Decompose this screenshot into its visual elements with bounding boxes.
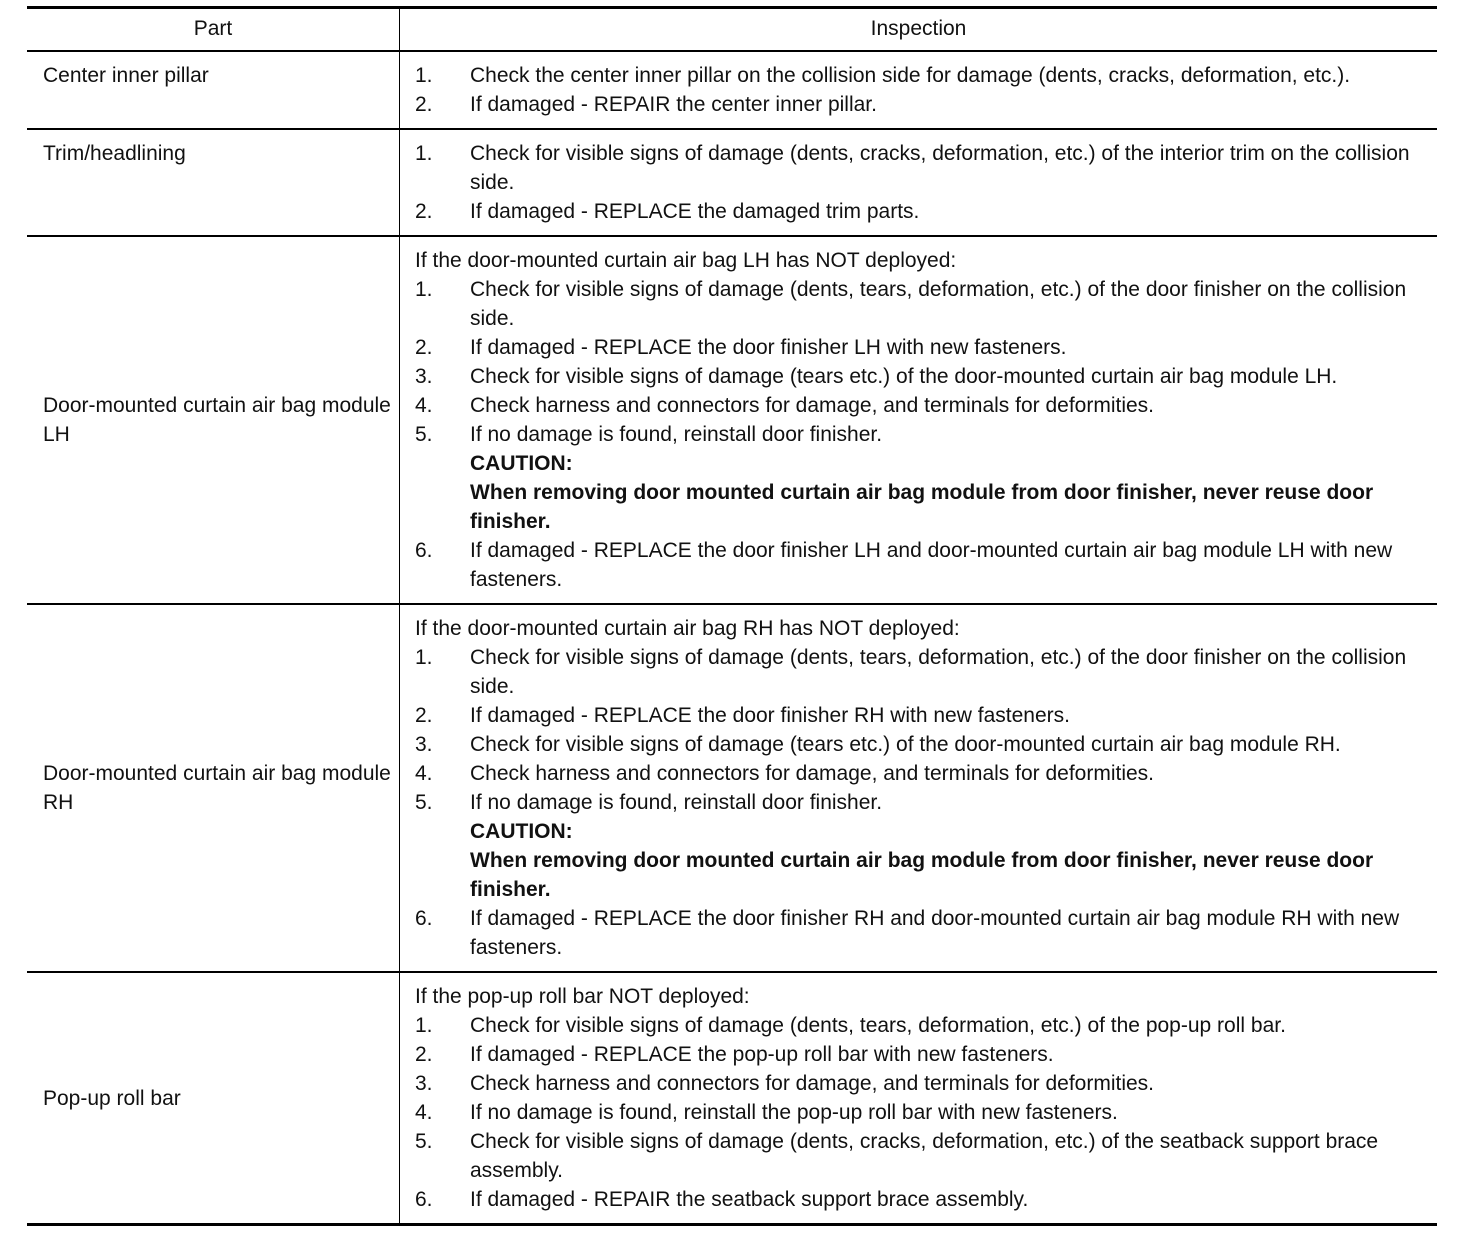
inspection-step bbox=[415, 391, 1431, 420]
step-text: Check for visible signs of damage (dents, cracks, deformation, etc.) of the interior trim on the collision side. bbox=[470, 142, 1410, 194]
part-name: Trim/headlining bbox=[43, 142, 186, 165]
step-number: 2. bbox=[415, 200, 433, 223]
inspection-step bbox=[415, 139, 1431, 197]
table-row bbox=[27, 130, 1437, 237]
caution-note bbox=[415, 817, 1431, 846]
step-number: 1. bbox=[415, 1014, 433, 1037]
inspection-step bbox=[415, 701, 1431, 730]
step-number: 5. bbox=[415, 1130, 433, 1153]
step-text: Check for visible signs of damage (dents, cracks, deformation, etc.) of the seatback support brace assembly. bbox=[470, 1130, 1379, 1182]
inspection-step bbox=[415, 1040, 1431, 1069]
step-text: Check harness and connectors for damage, and terminals for deformities. bbox=[470, 1072, 1155, 1095]
inspection-step bbox=[415, 759, 1431, 788]
inspection-step bbox=[415, 1185, 1431, 1214]
table-row bbox=[27, 605, 1437, 973]
inspection-step bbox=[415, 1127, 1431, 1185]
inspection-intro: If the door-mounted curtain air bag RH has NOT deployed: bbox=[415, 617, 960, 640]
inspection-cell bbox=[400, 973, 1437, 1223]
inspection-cell bbox=[400, 130, 1437, 235]
table-header bbox=[27, 9, 1437, 52]
inspection-step bbox=[415, 275, 1431, 333]
step-text: If damaged - REPLACE the damaged trim parts. bbox=[470, 200, 920, 223]
step-number: 6. bbox=[415, 907, 433, 930]
step-text: If no damage is found, reinstall the pop-up roll bar with new fasteners. bbox=[470, 1101, 1118, 1124]
step-number: 5. bbox=[415, 791, 433, 814]
step-number bbox=[415, 817, 470, 846]
step-number: 3. bbox=[415, 733, 433, 756]
inspection-step bbox=[415, 333, 1431, 362]
step-number bbox=[415, 478, 470, 536]
step-text: When removing door mounted curtain air bag module from door finisher, never reuse door finisher. bbox=[470, 481, 1374, 533]
inspection-table bbox=[27, 6, 1437, 1226]
step-number: 3. bbox=[415, 365, 433, 388]
inspection-step bbox=[415, 788, 1431, 817]
part-cell bbox=[27, 52, 400, 128]
step-text: If damaged - REPLACE the door finisher RH and door-mounted curtain air bag module RH with new fasteners. bbox=[470, 907, 1400, 959]
inspection-step bbox=[415, 61, 1431, 90]
part-cell bbox=[27, 237, 400, 603]
step-number: 2. bbox=[415, 704, 433, 727]
step-text: If damaged - REPAIR the center inner pillar. bbox=[470, 93, 877, 116]
step-number: 2. bbox=[415, 93, 433, 116]
step-text: If damaged - REPAIR the seatback support brace assembly. bbox=[470, 1188, 1029, 1211]
inspection-intro: If the pop-up roll bar NOT deployed: bbox=[415, 985, 750, 1008]
part-cell bbox=[27, 973, 400, 1223]
inspection-step bbox=[415, 904, 1431, 962]
inspection-cell bbox=[400, 52, 1437, 128]
inspection-cell bbox=[400, 237, 1437, 603]
step-text: If no damage is found, reinstall door finisher. bbox=[470, 791, 883, 814]
inspection-step bbox=[415, 1098, 1431, 1127]
inspection-step bbox=[415, 90, 1431, 119]
step-text: CAUTION: bbox=[470, 452, 573, 475]
inspection-step bbox=[415, 1069, 1431, 1098]
step-number: 1. bbox=[415, 646, 433, 669]
step-number: 2. bbox=[415, 1043, 433, 1066]
table-body bbox=[27, 52, 1437, 1223]
step-number: 1. bbox=[415, 278, 433, 301]
inspection-step bbox=[415, 197, 1431, 226]
step-number: 4. bbox=[415, 762, 433, 785]
step-number: 6. bbox=[415, 539, 433, 562]
part-cell bbox=[27, 605, 400, 971]
inspection-step bbox=[415, 730, 1431, 759]
inspection-step bbox=[415, 536, 1431, 594]
step-number: 3. bbox=[415, 1072, 433, 1095]
table-row bbox=[27, 973, 1437, 1223]
step-text: Check for visible signs of damage (dents, tears, deformation, etc.) of the door finisher on the collision side. bbox=[470, 278, 1407, 330]
step-text: If damaged - REPLACE the door finisher LH and door-mounted curtain air bag module LH with new fasteners. bbox=[470, 539, 1393, 591]
table-row bbox=[27, 237, 1437, 605]
step-text: Check harness and connectors for damage, and terminals for deformities. bbox=[470, 394, 1155, 417]
step-text: Check for visible signs of damage (tears etc.) of the door-mounted curtain air bag module LH. bbox=[470, 365, 1338, 388]
step-number: 1. bbox=[415, 142, 433, 165]
step-text: Check harness and connectors for damage, and terminals for deformities. bbox=[470, 762, 1155, 785]
inspection-step bbox=[415, 362, 1431, 391]
inspection-step bbox=[415, 420, 1431, 449]
part-name: Door-mounted curtain air bag module LH bbox=[43, 394, 391, 446]
inspection-step bbox=[415, 643, 1431, 701]
caution-note bbox=[415, 846, 1431, 904]
step-text: Check for visible signs of damage (dents, tears, deformation, etc.) of the pop-up roll bar. bbox=[470, 1014, 1286, 1037]
header-part: Part bbox=[27, 9, 400, 50]
inspection-cell bbox=[400, 605, 1437, 971]
step-text: If damaged - REPLACE the door finisher LH with new fasteners. bbox=[470, 336, 1067, 359]
step-text: If damaged - REPLACE the pop-up roll bar with new fasteners. bbox=[470, 1043, 1054, 1066]
part-cell bbox=[27, 130, 400, 235]
step-number bbox=[415, 449, 470, 478]
inspection-intro: If the door-mounted curtain air bag LH has NOT deployed: bbox=[415, 249, 957, 272]
table-row bbox=[27, 52, 1437, 130]
step-text: When removing door mounted curtain air bag module from door finisher, never reuse door finisher. bbox=[470, 849, 1374, 901]
part-name: Center inner pillar bbox=[43, 64, 209, 87]
step-text: Check for visible signs of damage (tears etc.) of the door-mounted curtain air bag module RH. bbox=[470, 733, 1341, 756]
step-number: 6. bbox=[415, 1188, 433, 1211]
step-number: 2. bbox=[415, 336, 433, 359]
step-text: Check the center inner pillar on the collision side for damage (dents, cracks, deformation, etc.). bbox=[470, 64, 1351, 87]
step-number: 5. bbox=[415, 423, 433, 446]
step-text: If no damage is found, reinstall door finisher. bbox=[470, 423, 883, 446]
step-text: CAUTION: bbox=[470, 820, 573, 843]
step-number bbox=[415, 846, 470, 904]
caution-note bbox=[415, 449, 1431, 478]
header-inspection: Inspection bbox=[870, 16, 967, 40]
caution-note bbox=[415, 478, 1431, 536]
inspection-step bbox=[415, 1011, 1431, 1040]
part-name: Door-mounted curtain air bag module RH bbox=[43, 762, 391, 814]
step-text: If damaged - REPLACE the door finisher RH with new fasteners. bbox=[470, 704, 1070, 727]
step-number: 4. bbox=[415, 394, 433, 417]
step-text: Check for visible signs of damage (dents, tears, deformation, etc.) of the door finisher on the collision side. bbox=[470, 646, 1407, 698]
step-number: 4. bbox=[415, 1101, 433, 1124]
part-name: Pop-up roll bar bbox=[43, 1086, 181, 1110]
step-number: 1. bbox=[415, 64, 433, 87]
